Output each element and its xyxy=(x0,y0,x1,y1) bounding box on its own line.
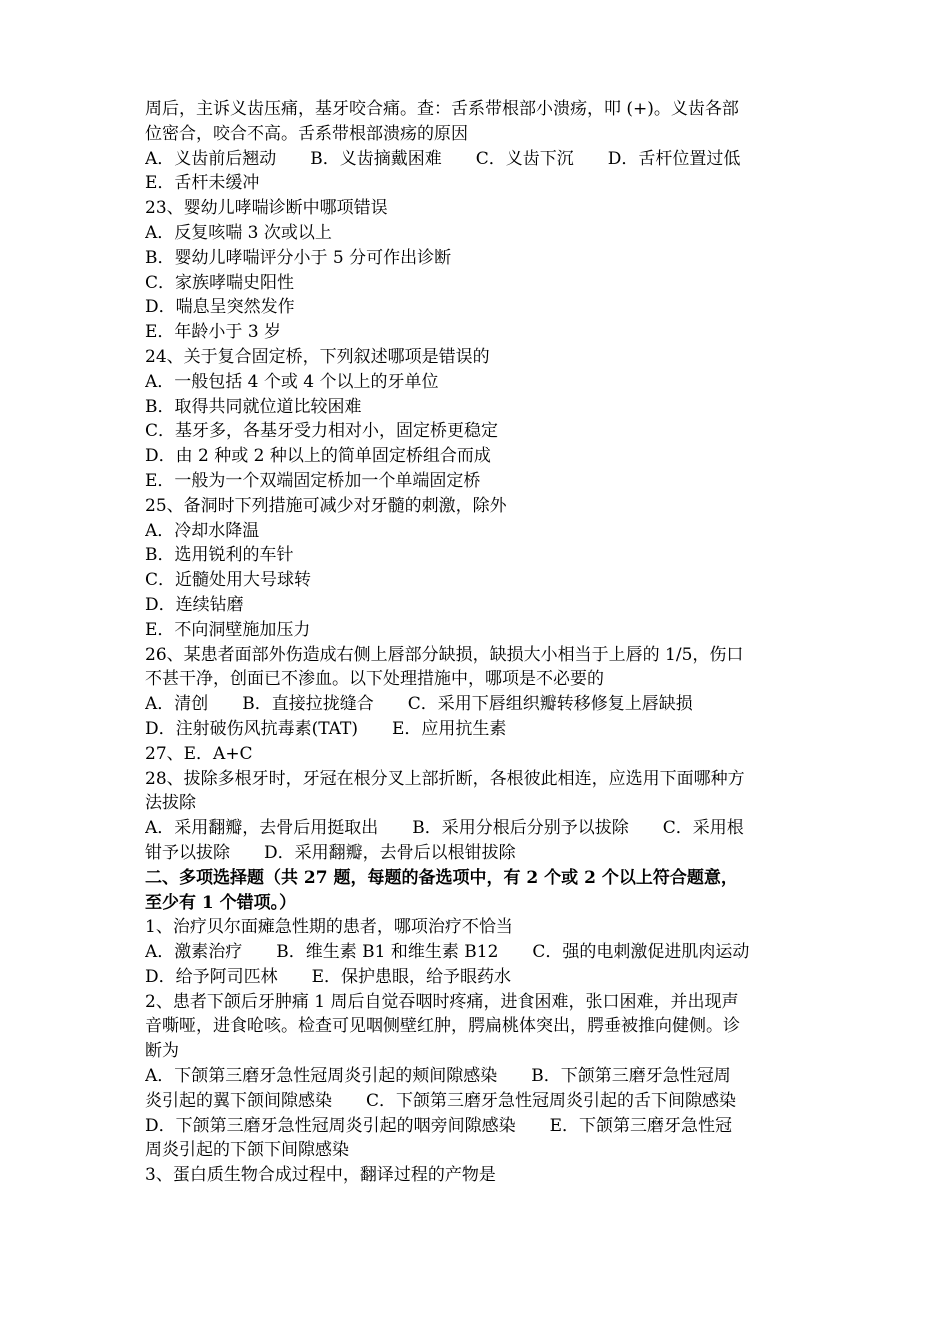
text-line: 周后，主诉义齿压痛，基牙咬合痛。查：舌系带根部小溃疡，叩 (+)。义齿各部 xyxy=(145,99,739,119)
text-line: 26、某患者面部外伤造成右侧上唇部分缺损，缺损大小相当于上唇的 1/5，伤口 xyxy=(145,644,744,665)
text-line: C．基牙多，各基牙受力相对小，固定桥更稳定 xyxy=(145,421,499,442)
text-line: 28、拔除多根牙时，牙冠在根分叉上部折断，各根彼此相连，应选用下面哪种方 xyxy=(145,768,745,789)
text-line: D．注射破伤风抗毒素(TAT) E．应用抗生素 xyxy=(145,718,507,739)
text-line: A．下颌第三磨牙急性冠周炎引起的颊间隙感染 B．下颌第三磨牙急性冠周 xyxy=(145,1066,731,1087)
text-line: E．年龄小于 3 岁 xyxy=(145,322,282,343)
text-line: A．冷却水降温 xyxy=(145,520,260,541)
text-line: D．连续钻磨 xyxy=(145,594,244,615)
text-line: 音嘶哑，进食呛咳。检查可见咽侧壁红肿，腭扁桃体突出，腭垂被推向健侧。诊 xyxy=(145,1016,740,1037)
text-line: A．反复咳喘 3 次或以上 xyxy=(145,222,332,243)
text-line: 法拔除 xyxy=(145,793,196,814)
text-line: B．婴幼儿哮喘评分小于 5 分可作出诊断 xyxy=(145,247,452,268)
text-line: D．由 2 种或 2 种以上的简单固定桥组合而成 xyxy=(145,446,491,467)
text-line: A．义齿前后翘动 B．义齿摘戴困难 C．义齿下沉 D．舌杆位置过低 xyxy=(145,148,741,169)
text-line: E．一般为一个双端固定桥加一个单端固定桥 xyxy=(145,470,481,491)
text-line: 位密合，咬合不高。舌系带根部溃疡的原因 xyxy=(145,123,468,144)
text-line: D．喘息呈突然发作 xyxy=(145,297,295,318)
text-line: 27、E．A+C xyxy=(145,743,253,764)
text-line: 23、婴幼儿哮喘诊断中哪项错误 xyxy=(145,198,388,219)
text-line: A．采用翻瓣，去骨后用挺取出 B．采用分根后分别予以拔除 C．采用根 xyxy=(145,818,744,839)
text-line: C．近髓处用大号球转 xyxy=(145,570,312,591)
text-line: 1、治疗贝尔面瘫急性期的患者，哪项治疗不恰当 xyxy=(145,917,513,938)
text-line: A．激素治疗 B．维生素 B1 和维生素 B12 C．强的电刺激促进肌肉运动 xyxy=(145,942,750,963)
text-line: A．一般包括 4 个或 4 个以上的牙单位 xyxy=(145,371,439,392)
text-line: C．家族哮喘史阳性 xyxy=(145,272,295,293)
text-line: A．清创 B．直接拉拢缝合 C．采用下唇组织瓣转移修复上唇缺损 xyxy=(145,694,693,715)
text-line: 24、关于复合固定桥，下列叙述哪项是错误的 xyxy=(145,346,490,367)
text-line: E．不向洞壁施加压力 xyxy=(145,619,311,640)
text-line: 炎引起的翼下颌间隙感染 C．下颌第三磨牙急性冠周炎引起的舌下间隙感染 xyxy=(145,1090,737,1111)
text-line: D．给予阿司匹林 E．保护患眼，给予眼药水 xyxy=(145,966,512,987)
text-line: E．舌杆未缓冲 xyxy=(145,173,260,194)
text-line: 断为 xyxy=(145,1041,179,1062)
text-line: 二、多项选择题（共 27 题，每题的备选项中，有 2 个或 2 个以上符合题意， xyxy=(145,867,738,888)
text-line: 周炎引起的下颌下间隙感染 xyxy=(145,1140,349,1161)
text-line: 不甚干净，创面已不渗血。以下处理措施中，哪项是不必要的 xyxy=(145,669,604,690)
text-line: 钳予以拔除 D．采用翻瓣，去骨后以根钳拔除 xyxy=(145,842,516,863)
text-line: B．取得共同就位道比较困难 xyxy=(145,396,362,417)
text-line: 至少有 1 个错项。） xyxy=(145,892,297,913)
text-line: 25、备洞时下列措施可减少对牙髓的刺激，除外 xyxy=(145,495,507,516)
text-line: 3、蛋白质生物合成过程中，翻译过程的产物是 xyxy=(145,1165,496,1186)
text-line: B．选用锐利的车针 xyxy=(145,545,294,566)
text-line: 2、患者下颌后牙肿痛 1 周后自觉吞咽时疼痛，进食困难，张口困难，并出现声 xyxy=(145,991,739,1012)
text-line: D．下颌第三磨牙急性冠周炎引起的咽旁间隙感染 E．下颌第三磨牙急性冠 xyxy=(145,1115,733,1136)
document-page xyxy=(145,97,817,1188)
